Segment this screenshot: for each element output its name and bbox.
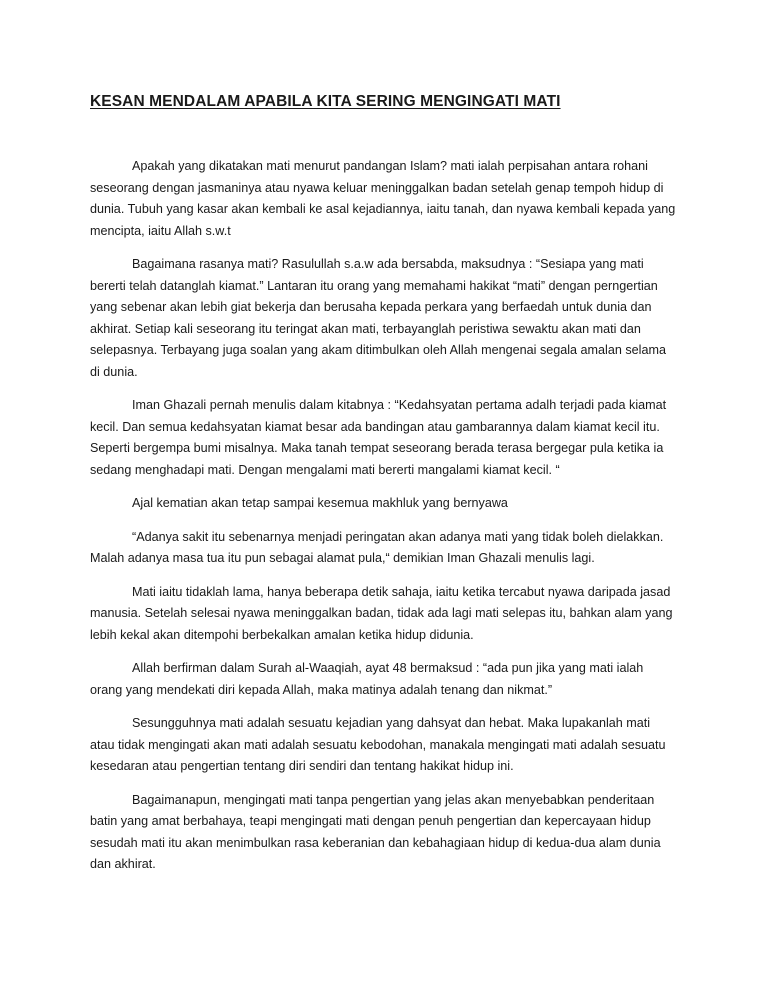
paragraph-3: Iman Ghazali pernah menulis dalam kitabnya : “Kedahsyatan pertama adalh terjadi pada kiamat kecil. Dan semua kedahsyatan kiamat besar ada bandingan atau gambarannya dalam kiamat kecil itu. Seperti bergempa bumi misalnya. Maka tanah tempat seseorang berada terasa bergegar pula ketika ia sedang menghadapi mati. Dengan mengalami mati bererti mangalami kiamat kecil. “ (90, 398, 667, 477)
paragraph-2: Bagaimana rasanya mati? Rasulullah s.a.w ada bersabda, maksudnya : “Sesiapa yang mati bererti telah datanglah kiamat.” Lantaran itu orang yang memahami hakikat “mati” dengan perngertian yang sebenar akan lebih giat bekerja dan berusaha kepada perkara yang berfaedah untuk dunia dan akhirat. Setiap kali seseorang itu teringat akan mati, terbayanglah peristiwa sewaktu akan mati dan selepasnya. Terbayang juga soalan yang akam ditimbulkan oleh Allah mengenai segala amalan selama di dunia. (90, 257, 666, 379)
paragraph-6: Mati iaitu tidaklah lama, hanya beberapa detik sahaja, iaitu ketika tercabut nyawa daripada jasad manusia. Setelah selesai nyawa meninggalkan badan, tidak ada lagi mati selepas itu, bahkan alam yang lebih kekal akan ditempohi berbekalkan amalan ketika hidup didunia. (90, 584, 673, 642)
paragraph-8: Sesungguhnya mati adalah sesuatu kejadian yang dahsyat dan hebat. Maka lupakanlah mati atau tidak mengingati akan mati adalah sesuatu kebodohan, manakala mengingati mati adalah sesuatu kesedaran atau pengertian tentang diri sendiri dan tentang hakikat hidup ini. (90, 716, 666, 773)
paragraph-4: Ajal kematian akan tetap sampai kesemua makhluk yang bernyawa (132, 496, 508, 510)
document-title: KESAN MENDALAM APABILA KITA SERING MENGINGATI MATI (90, 93, 561, 110)
paragraph-1: Apakah yang dikatakan mati menurut pandangan Islam? mati ialah perpisahan antara rohani seseorang dengan jasmaninya atau nyawa keluar meninggalkan badan setelah genap tempoh hidup di dunia. Tubuh yang kasar akan kembali ke asal kejadiannya, iaitu tanah, dan nyawa kembali kepada yang mencipta, iaitu Allah s.w.t (90, 159, 676, 238)
document-body (90, 156, 678, 876)
paragraph-9: Bagaimanapun, mengingati mati tanpa pengertian yang jelas akan menyebabkan penderitaan batin yang amat berbahaya, teapi mengingati mati dengan penuh pengertian dan kepercayaan hidup sesudah mati itu akan menimbulkan rasa keberanian dan kebahagiaan hidup di kedua-dua alam dunia dan akhirat. (90, 792, 661, 871)
paragraph-7: Allah berfirman dalam Surah al-Waaqiah, ayat 48 bermaksud : “ada pun jika yang mati ialah orang yang mendekati diri kepada Allah, maka matinya adalah tenang dan nikmat.” (90, 661, 644, 697)
document-page (90, 92, 678, 888)
paragraph-5: “Adanya sakit itu sebenarnya menjadi peringatan akan adanya mati yang tidak boleh dielakkan. Malah adanya masa tua itu pun sebagai alamat pula,“ demikian Iman Ghazali menulis lagi. (90, 529, 664, 565)
